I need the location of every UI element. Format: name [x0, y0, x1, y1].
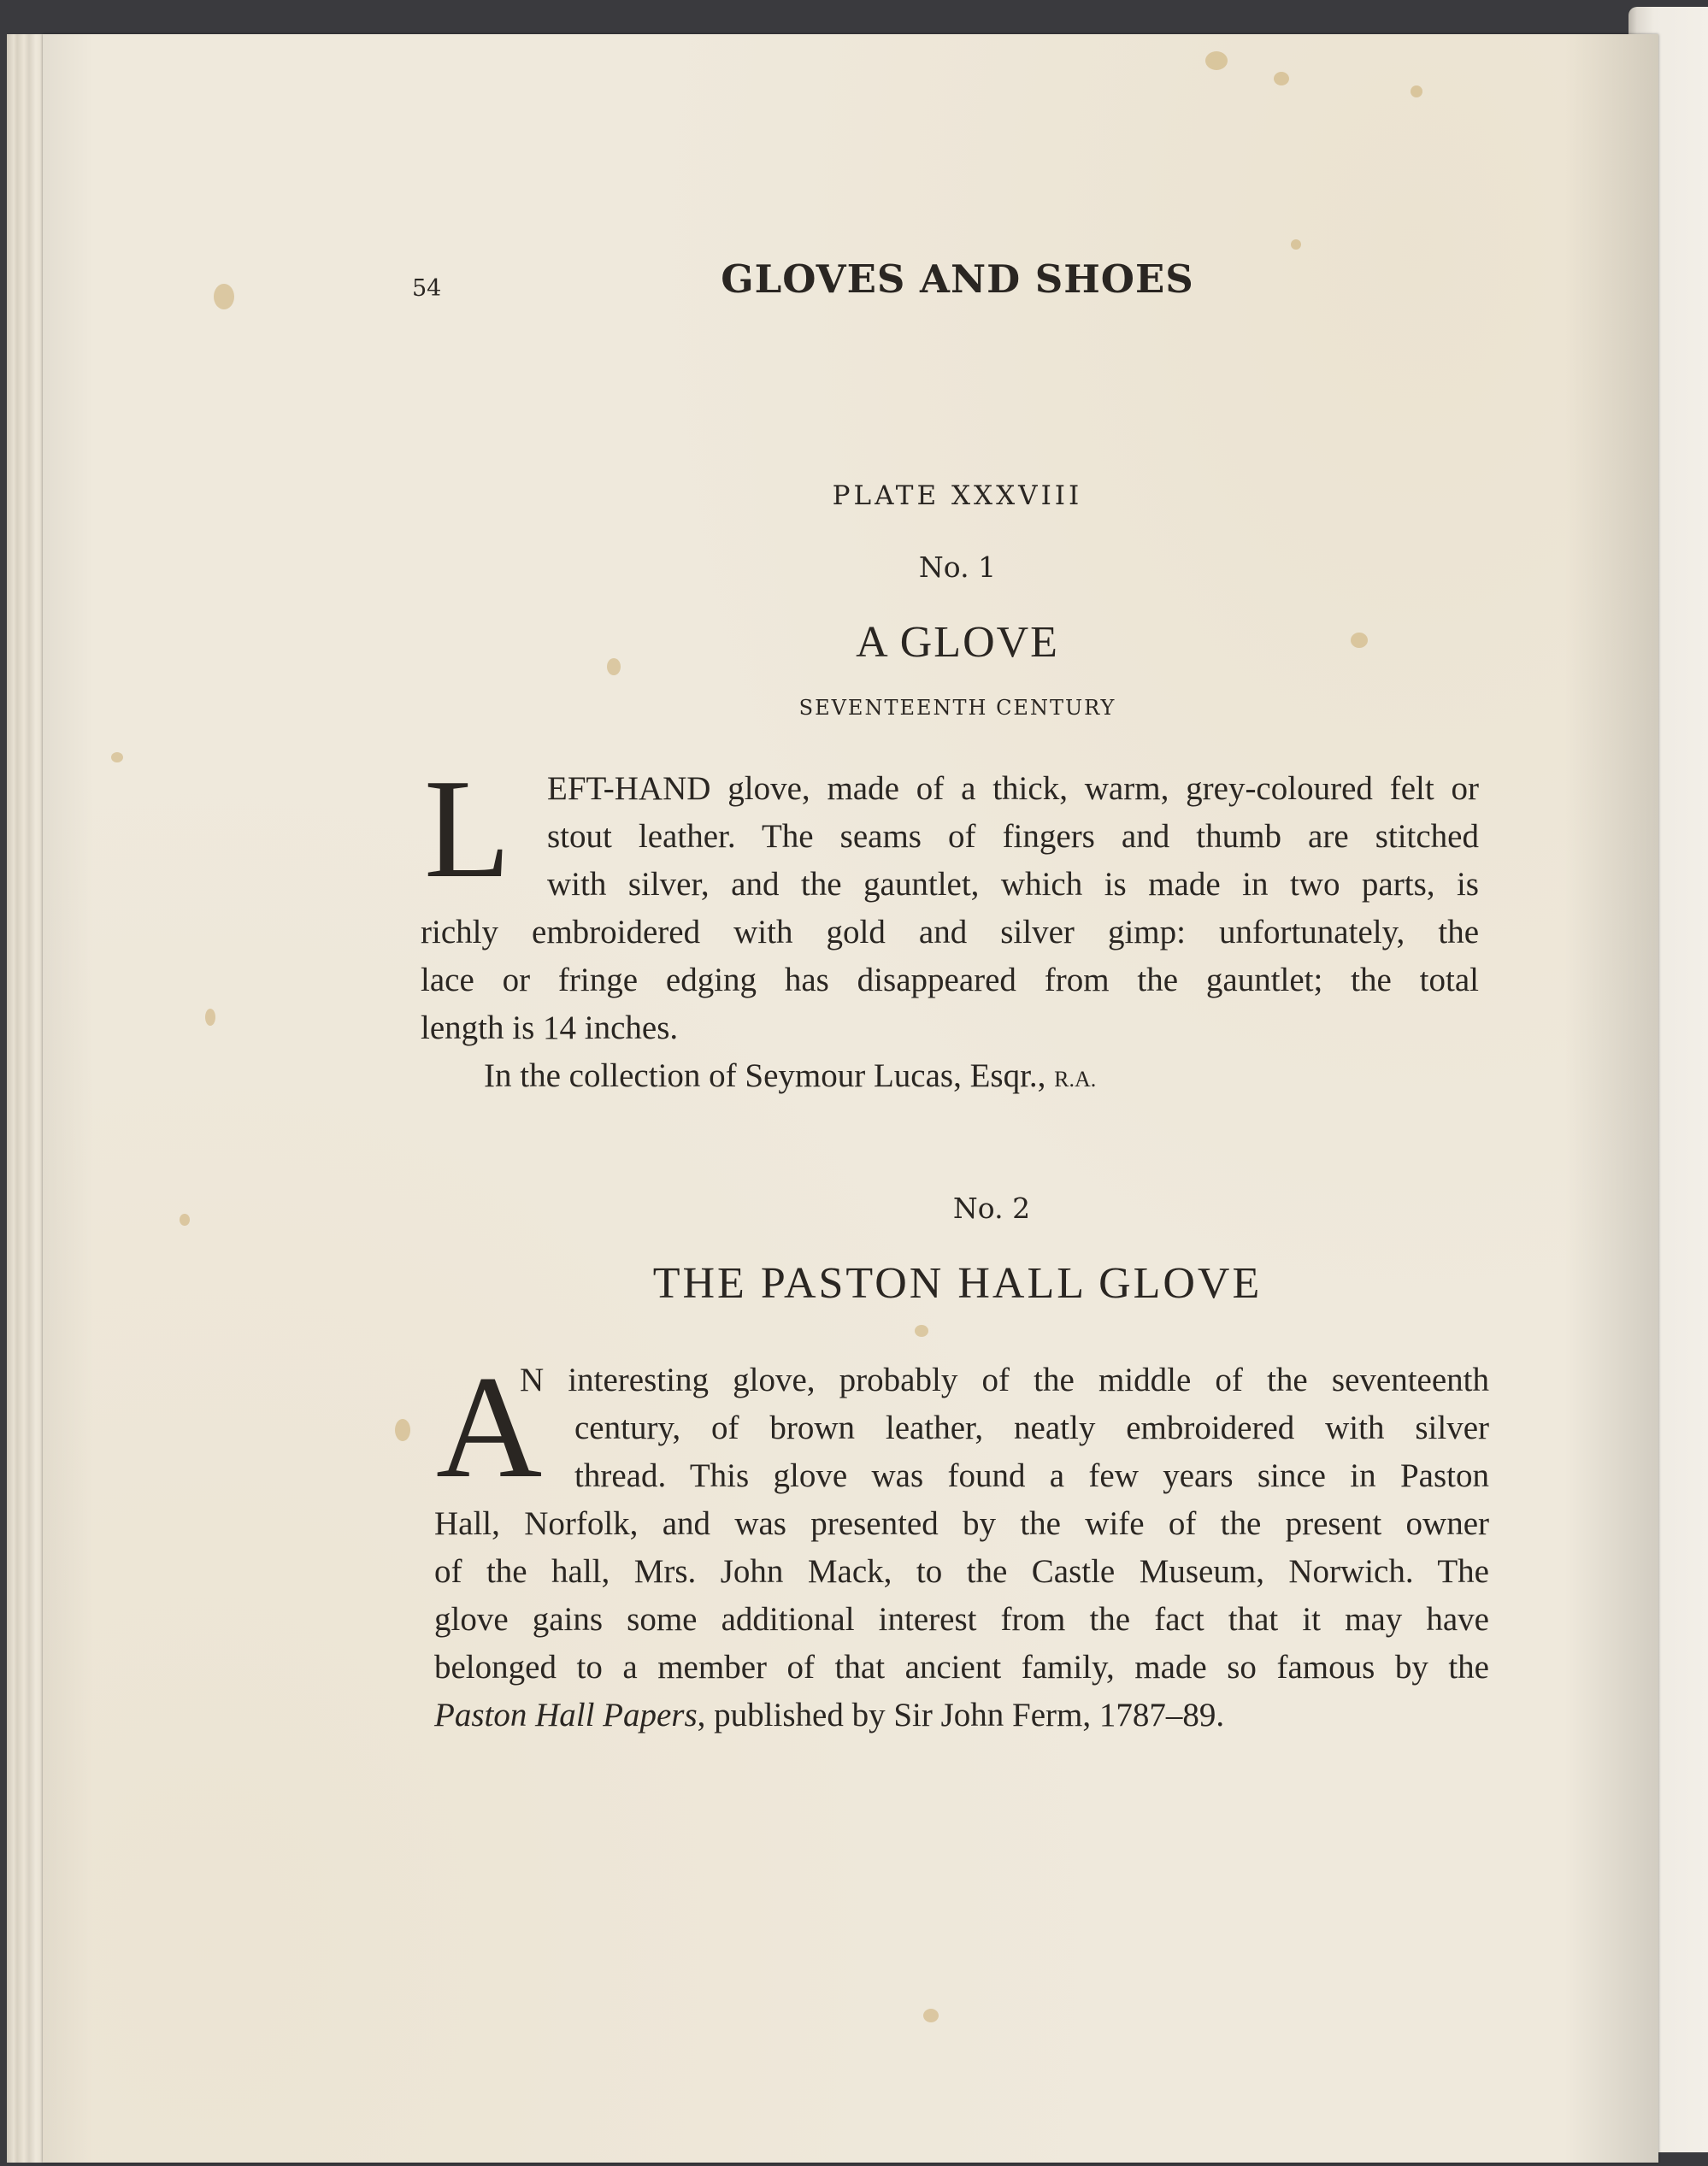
foxing-spot: [1291, 239, 1301, 250]
text-span: , published by Sir John Ferm, 1787–89.: [697, 1697, 1225, 1733]
foxing-spot: [1351, 633, 1368, 648]
text-line: stout leather. The seams of fingers and thumb are stitched: [547, 818, 1479, 855]
italic-title: Paston Hall Papers: [434, 1697, 698, 1733]
section-number: No. 2: [952, 1192, 1031, 1225]
book-page: [43, 34, 1658, 2163]
foxing-spot: [1205, 51, 1228, 70]
text-line: thread. This glove was found a few years since in Paston: [574, 1457, 1489, 1494]
foxing-spot: [923, 2009, 939, 2022]
foxing-spot: [214, 284, 234, 309]
text-line: century, of brown leather, neatly embroidered with silver: [574, 1410, 1489, 1446]
text-line: Hall, Norfolk, and was presented by the wife of the present owner: [434, 1505, 1489, 1542]
foxing-spot: [180, 1214, 190, 1226]
foxing-spot: [205, 1009, 215, 1026]
collection-suffix: R.A.: [1054, 1067, 1097, 1092]
collection-text: In the collection of Seymour Lucas, Esqr.,: [484, 1057, 1055, 1094]
drop-cap: L: [424, 750, 511, 907]
text-line: lace or fringe edging has disappeared from the gauntlet; the total: [421, 962, 1479, 998]
collection-line: [484, 1057, 1479, 1095]
foxing-spot: [111, 752, 123, 762]
section-title: A GLOVE: [856, 618, 1059, 667]
text-line: glove gains some additional interest from the fact that it may have: [434, 1601, 1489, 1638]
drop-cap: A: [436, 1346, 543, 1509]
running-head: GLOVES AND SHOES: [721, 256, 1194, 302]
section-number: No. 1: [918, 550, 997, 584]
section-subtitle: SEVENTEENTH CENTURY: [798, 696, 1116, 720]
text-line: EFT-HAND glove, made of a thick, warm, grey-coloured felt or: [547, 770, 1479, 807]
text-line: with silver, and the gauntlet, which is made in two parts, is: [547, 866, 1479, 903]
plate-label: PLATE XXXVIII: [832, 480, 1083, 511]
page-number: 54: [412, 275, 442, 302]
text-line: [434, 1696, 1489, 1734]
foxing-spot: [395, 1419, 410, 1441]
section-title: THE PASTON HALL GLOVE: [652, 1259, 1263, 1308]
foxing-spot: [915, 1325, 928, 1337]
text-line: belonged to a member of that ancient family, made so famous by the: [434, 1649, 1489, 1686]
text-line: N interesting glove, probably of the middle of the seventeenth: [520, 1362, 1489, 1398]
text-line: richly embroidered with gold and silver gimp: unfortunately, the: [421, 914, 1479, 951]
text-line: of the hall, Mrs. John Mack, to the Castle Museum, Norwich. The: [434, 1553, 1489, 1590]
foxing-spot: [1411, 85, 1422, 97]
text-line: length is 14 inches.: [421, 1009, 679, 1046]
foxing-spot: [1274, 72, 1289, 85]
